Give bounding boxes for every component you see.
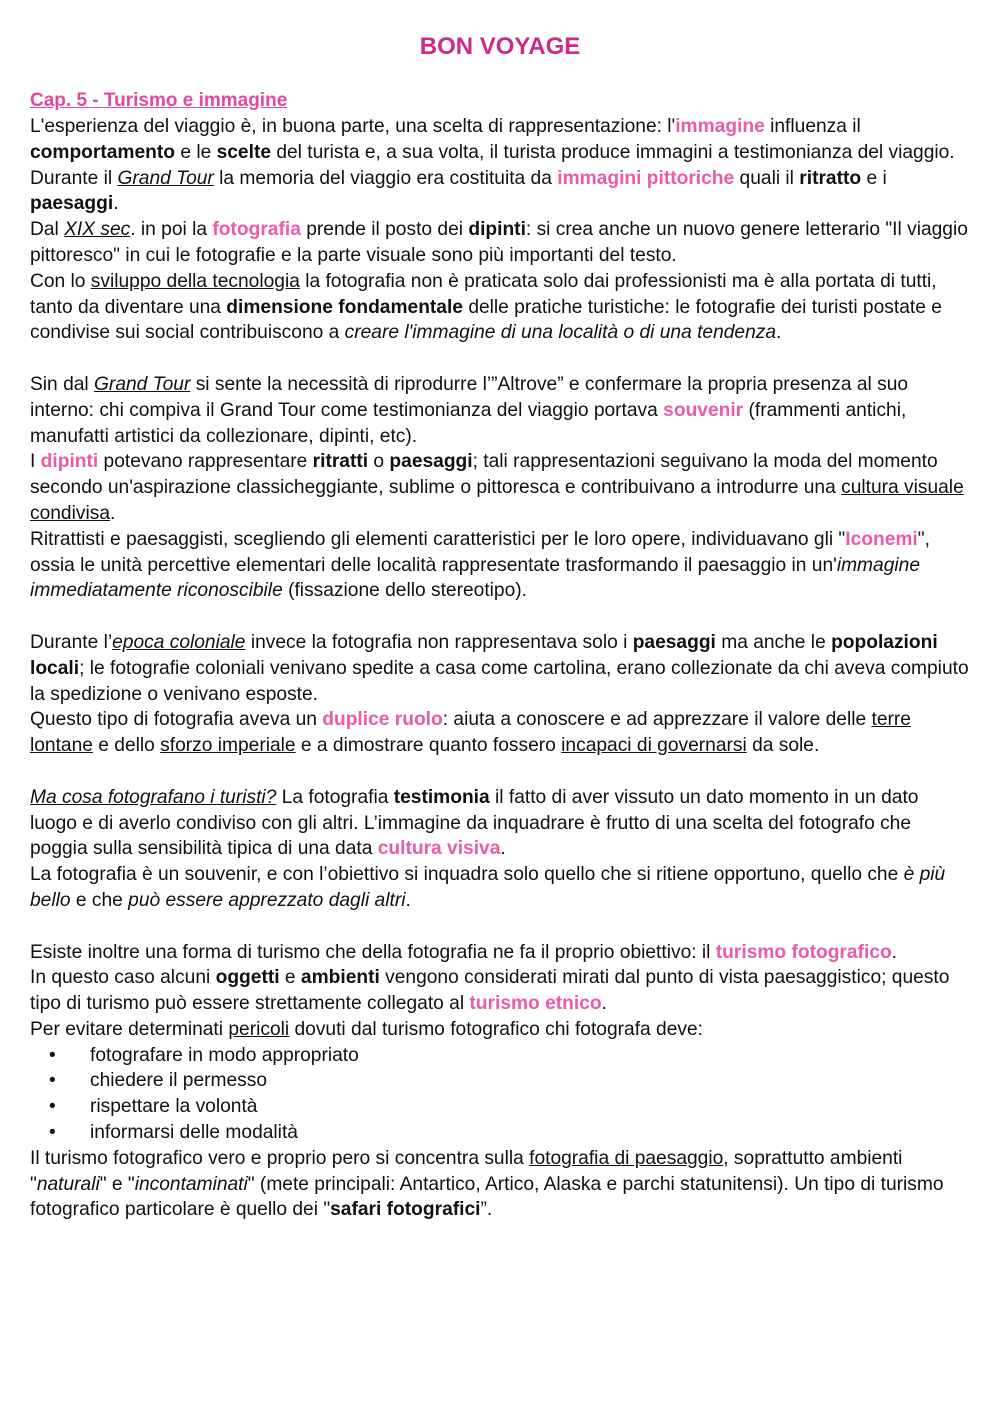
highlight-term: fotografia — [212, 219, 301, 241]
text-run: Per evitare determinati — [30, 1018, 229, 1040]
underlined-term: sforzo imperiale — [160, 735, 296, 757]
text-run: . — [776, 322, 782, 344]
text-run: e che — [70, 889, 129, 911]
text-run: o — [368, 451, 390, 473]
bold-term: dipinti — [468, 219, 526, 241]
paragraph — [30, 372, 970, 449]
bold-term: paesaggi — [632, 631, 716, 653]
italic-phrase: creare l'immagine di una località o di una tendenza — [344, 322, 777, 344]
text-run: potevano rappresentare — [98, 451, 313, 473]
paragraph — [30, 785, 970, 862]
underlined-term: terre lontane — [30, 709, 911, 757]
bold-term: scelte — [216, 141, 271, 163]
text-run: ", ossia le unità percettive elementari delle località rappresentate trasformando il paesaggio in un' — [30, 528, 930, 576]
underlined-term: cultura visuale condivisa — [30, 477, 964, 524]
underlined-term: epoca coloniale — [112, 631, 246, 653]
highlight-term: turismo etnico — [469, 993, 602, 1015]
underlined-term: pericoli — [228, 1018, 290, 1040]
list-item-text: rispettare la volontà — [90, 1096, 258, 1118]
highlight-term: souvenir — [663, 399, 744, 421]
underlined-term: incapaci di governarsi — [561, 735, 747, 757]
text-run: si sente la necessità di riprodurre l’”Altrove” e confermare la propria presenza al suo interno: chi compiva il Grand Tour come testimonianza del viaggio portava — [30, 373, 909, 421]
list-item — [30, 1068, 970, 1094]
text-run: I — [30, 451, 41, 473]
text-run: In questo caso alcuni — [30, 967, 216, 989]
bullet-icon: • — [49, 1044, 56, 1066]
paragraph — [30, 114, 970, 166]
highlight-term: immagini pittoriche — [557, 167, 735, 189]
list-item-text: chiedere il permesso — [90, 1070, 268, 1092]
text-run: delle pratiche turistiche: le fotografie dei turisti postate e condivise sui social contribuiscono a — [30, 296, 942, 344]
text-run: invece la fotografia non rappresentava solo i — [245, 631, 633, 653]
text-run: (fissazione dello stereotipo). — [282, 580, 527, 602]
text-run: influenza il — [764, 116, 861, 137]
paragraph — [30, 527, 970, 604]
text-run: Questo tipo di fotografia aveva un — [30, 709, 323, 731]
highlight-term: cultura visiva — [377, 838, 501, 860]
italic-phrase: può essere apprezzato dagli altri — [128, 889, 406, 911]
text-run: e — [279, 967, 301, 989]
text-run: Esiste inoltre una forma di turismo che della fotografia ne fa il proprio obiettivo: il — [30, 941, 716, 963]
list-item — [30, 1094, 970, 1120]
bullet-icon: • — [49, 1096, 56, 1118]
blank-line — [30, 346, 970, 372]
bullet-icon: • — [49, 1070, 56, 1092]
underlined-term: fotografia di paesaggio — [529, 1147, 724, 1169]
list-item — [30, 1120, 970, 1146]
list-item-text: fotografare in modo appropriato — [90, 1044, 359, 1066]
italic-phrase: immagine immediatamente riconoscibile — [30, 554, 920, 602]
underlined-term: Grand Tour — [117, 167, 214, 189]
list-item-text: informarsi delle modalità — [90, 1122, 298, 1144]
text-run: . — [500, 838, 506, 860]
text-run: da sole. — [746, 735, 820, 757]
italic-phrase: naturali — [36, 1173, 100, 1195]
bold-term: ambienti — [300, 967, 380, 989]
text-run: ma anche le — [715, 631, 832, 653]
text-run: . — [110, 502, 116, 524]
text-run: : si crea anche un nuovo genere letterario "Il viaggio pittoresco" in cui le fotografie e la parte visuale sono più importanti del testo. — [30, 219, 968, 266]
highlight-term: duplice ruolo — [322, 709, 443, 731]
text-run: vengono considerati mirati dal punto di vista paesaggistico; questo tipo di turismo può essere strettamente collegato al — [30, 967, 950, 1015]
text-run: la fotografia non è praticata solo dai professionisti ma è alla portata di tutti, tanto da diventare una — [30, 270, 937, 318]
bold-term: testimonia — [393, 786, 490, 808]
text-run: Durante l’ — [30, 631, 113, 653]
text-run: e dello — [92, 735, 161, 757]
highlight-term: dipinti — [40, 451, 99, 473]
highlight-term: immagine — [675, 116, 765, 137]
text-run: il fatto di aver vissuto un dato momento in un dato luogo e di averlo condiviso con gli altri. L’immagine da inquadrare è frutto di una scelta del fotografo che poggia sulla sensibilità tipica di una data — [30, 786, 919, 860]
blank-line — [30, 604, 970, 630]
italic-phrase: è più bello — [30, 864, 946, 911]
text-run: (frammenti antichi, manufatti artistici da collezionare, dipinti, etc). — [30, 399, 907, 447]
text-run: Ritrattisti e paesaggisti, scegliendo gli elementi caratteristici per le loro opere, individuavano gli " — [30, 528, 846, 550]
blank-line — [30, 759, 970, 785]
paragraph — [30, 166, 970, 218]
chapter-heading: Cap. 5 - Turismo e immagine — [30, 90, 288, 111]
text-run: Dal — [30, 219, 65, 241]
text-run: La fotografia — [276, 786, 394, 808]
text-run: Il turismo fotografico vero e proprio pero si concentra sulla — [30, 1147, 530, 1169]
document-title: BON VOYAGE — [419, 33, 581, 60]
paragraph — [30, 1146, 970, 1223]
text-run: ; le fotografie coloniali venivano spedite a casa come cartolina, erano collezionate da chi aveva compiuto la spedizione o venivano esposte. — [30, 657, 969, 705]
underlined-question: Ma cosa fotografano i turisti? — [30, 786, 277, 808]
underlined-term: XIX sec — [64, 219, 131, 241]
text-run: Durante il — [30, 167, 118, 189]
highlight-term: Iconemi — [845, 528, 918, 550]
paragraph — [30, 707, 970, 759]
paragraph — [30, 449, 970, 526]
paragraph — [30, 630, 970, 707]
document-body — [30, 88, 970, 1223]
blank-line — [30, 914, 970, 940]
bold-term: oggetti — [215, 967, 280, 989]
text-run: . — [891, 941, 898, 963]
text-run: . — [405, 889, 411, 911]
bold-term: ritratti — [312, 451, 369, 473]
list-item — [30, 1043, 970, 1069]
paragraph — [30, 862, 970, 914]
text-run: : aiuta a conoscere e ad apprezzare il valore delle — [442, 709, 872, 731]
bold-term: ritratto — [799, 167, 862, 189]
text-run: la memoria del viaggio era costituita da — [213, 167, 558, 189]
bold-term: safari fotografici — [330, 1199, 481, 1221]
paragraph — [30, 940, 970, 966]
paragraph — [30, 965, 970, 1017]
text-run: . — [601, 993, 607, 1015]
text-run: e le — [174, 141, 217, 163]
text-run: . — [113, 193, 119, 215]
text-run: , soprattutto ambienti " — [30, 1147, 903, 1195]
bold-term: dimensione fondamentale — [226, 296, 463, 318]
text-run: quali il — [734, 167, 800, 189]
text-run: Con lo — [30, 270, 91, 292]
text-run: dovuti dal turismo fotografico chi fotografa deve: — [289, 1018, 703, 1040]
text-run: e a dimostrare quanto fossero — [295, 735, 562, 757]
underlined-term: sviluppo della tecnologia — [90, 270, 300, 292]
text-run: del turista e, a sua volta, il turista produce immagini a testimonianza del viaggio. — [271, 141, 955, 163]
paragraph — [30, 269, 970, 346]
bold-term: paesaggi — [389, 451, 473, 473]
text-run: " e " — [99, 1173, 135, 1195]
paragraph — [30, 1017, 970, 1043]
bold-term: comportamento — [30, 141, 175, 163]
text-run: Sin dal — [30, 373, 94, 395]
paragraph — [30, 217, 970, 269]
italic-phrase: incontaminati — [134, 1173, 248, 1195]
text-run: prende il posto dei — [300, 219, 469, 241]
bullet-list — [30, 1043, 970, 1146]
bold-term: paesaggi — [30, 193, 114, 215]
underlined-term: Grand Tour — [94, 373, 191, 395]
bullet-icon: • — [49, 1122, 56, 1144]
text-run: ; tali rappresentazioni seguivano la moda del momento secondo un'aspirazione classicheggiante, sublime o pittoresca e contribuivano a introdurre una — [30, 451, 938, 499]
bold-term: popolazioni locali — [30, 631, 938, 679]
text-run: " (mete principali: Antartico, Artico, Alaska e parchi statunitensi). Un tipo di turismo fotografico particolare è quello dei " — [30, 1173, 944, 1221]
text-run: e i — [861, 167, 887, 189]
text-run: . in poi la — [130, 219, 213, 241]
text-run: L'esperienza del viaggio è, in buona parte, una scelta di rappresentazione: l' — [30, 116, 676, 137]
text-run: La fotografia è un souvenir, e con l’obiettivo si inquadra solo quello che si ritiene opportuno, quello che — [30, 864, 904, 886]
highlight-term: turismo fotografico — [715, 941, 892, 963]
text-run: ”. — [480, 1199, 493, 1221]
